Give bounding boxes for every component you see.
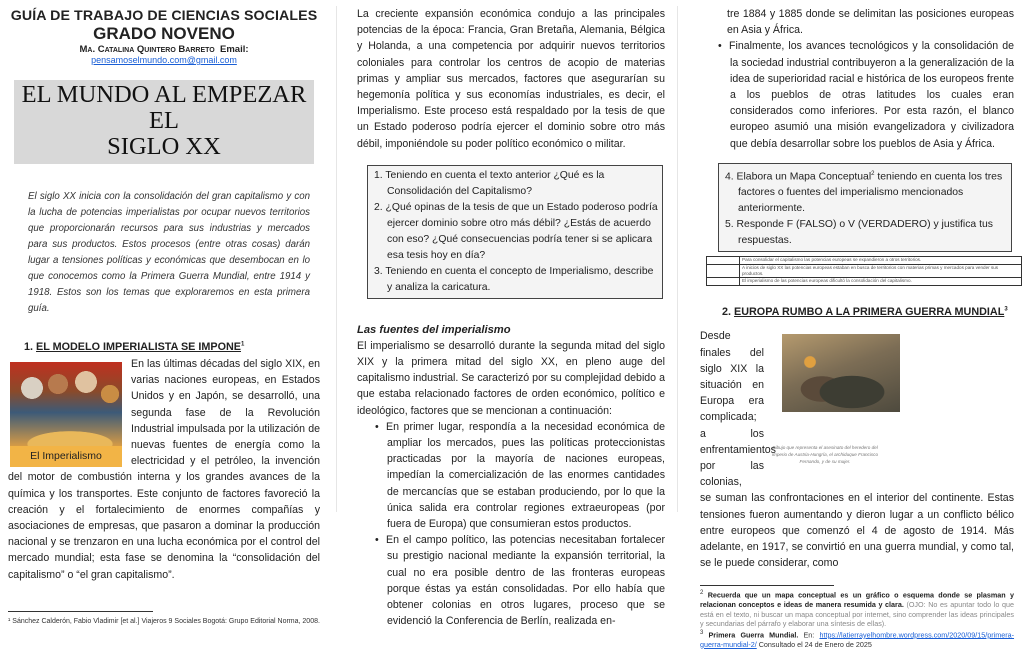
footnote-2-note: (OJO: No es apuntar todo lo que está en el texto, ni buscar un mapa conceptual por internet, sino comprender las ideas principales y secundarias del párrafo y elaborar una síntesis de ellas).	[700, 600, 1014, 629]
section-2-heading	[722, 306, 1014, 318]
answer-cell[interactable]	[707, 265, 740, 278]
true-false-table	[706, 256, 1022, 286]
main-title-box	[14, 80, 314, 164]
imperialism-cartoon	[10, 362, 122, 467]
question-1: 1. Teniendo en cuenta el texto anterior ¿Qué es la Consolidación del Capitalismo?	[374, 169, 605, 197]
footnote-2-bold: Recuerda que un mapa conceptual es un gráfico o esquema donde se plasman y relacionan conceptos e ideas de manera resumida y clara.	[700, 590, 1015, 610]
statement-cell: Para consolidar el capitalismo las potencias europeas se expandieron a otros territorios.	[740, 257, 1022, 265]
main-title-line2: SIGLO XX	[107, 133, 221, 160]
expansion-paragraph: La creciente expansión económica condujo a las principales potencias de la época: Francia, Gran Bretaña, Alemania, Bélgica y Holanda, a una competencia por adquirir nuevos territorios coloniales para controlar los centros de acopio de materias primas y ampliar sus mercados, factores que asegurarían su hegemonía política y sus economías industriales, es decir, el Imperialismo. Este proceso está respaldado por la tesis de que un Estado poderoso podría ejercer el dominio sobre otro más débil, imponiéndole su poder político económico o militar.	[357, 8, 665, 150]
bullet-political: • En el campo político, las potencias necesitaban fortalecer su prestigio nacional mediante la expansión territorial, la cual no era posible dentro de las fronteras europeas porque éstas ya están consolidadas. Por ello había que obtener colonias en otros lugares, proceso que se evidenció la Conferencia de Berlín, realizada en-	[360, 532, 665, 629]
footnote-divider	[8, 611, 153, 612]
question-3: 3. Teniendo en cuenta el concepto de Imperialismo, describe y analiza la caricatura.	[374, 265, 654, 293]
bullet-political-continued: tre 1884 y 1885 donde se delimitan las posiciones europeas en Asia y África.	[727, 8, 1014, 37]
footnote-ref-1[interactable]: 1	[240, 341, 245, 348]
assassination-image	[782, 334, 900, 412]
email-link[interactable]: pensamoselmundo.com@gmail.com	[91, 55, 237, 65]
answer-cell[interactable]	[707, 278, 740, 286]
footnote-3-en: En:	[803, 630, 815, 640]
statement-cell: A inicios de siglo XX las potencias europeas estaban en busca de territorios con materias primas y mercados para vender sus productos.	[740, 265, 1022, 278]
grade-title: GRADO NOVENO	[93, 24, 235, 43]
footnote-ref-2[interactable]: 2	[871, 170, 875, 177]
questions-box-2	[718, 163, 1012, 252]
footnote-2	[700, 589, 1014, 628]
section-2-top	[700, 318, 1014, 490]
section-2-float-text: Desde finales del siglo XIX la situación en Europa era complicada; a los enfrentamientos por las colonias,	[700, 330, 776, 489]
section-2-number: 2.	[722, 306, 732, 319]
author-name: Ma. Catalina Quintero Barreto	[79, 44, 215, 55]
subheading-sources: Las fuentes del imperialismo	[357, 323, 511, 336]
table-row	[707, 278, 1022, 286]
question-2: 2. ¿Qué opinas de la tesis de que un Estado poderoso podría ejercer dominio sobre otro más débil? ¿Estás de acuerdo con eso? ¿Qué consecuencias podría tener si se aplicara esa tesis hoy en día?	[374, 201, 658, 261]
footnote-2-marker: 2	[700, 590, 704, 597]
cartoon-image	[10, 362, 122, 446]
statement-cell: El imperialismo de las potencias europeas dificultó la consolidación del capitalismo.	[740, 278, 1022, 286]
section-2-body: se suman las confrontaciones en el interior del continente. Estas tensiones fueron aumentando y dieron lugar a un conflicto bélico entre europeos que comenzó el 4 de agosto de 1914. Más adelante, en 1917, se convirtió en una guerra mundial, y como tal, se le puede considerar, como	[700, 492, 1014, 570]
footnote-3-title: Primera Guerra Mundial.	[708, 630, 799, 640]
assassination-caption: Dibujo que representa el asesinato del heredero del imperio de Austria-Hungría, el archiduque Francisco Fernando, y de su mujer.	[771, 445, 879, 465]
page-3	[678, 0, 1024, 649]
bullet-economic: • En primer lugar, respondía a la necesidad económica de ampliar los mercados, pues las políticas proteccionistas practicadas por la mayoría de naciones europeas, impedían la comercialización de las enormes cantidades de mercancías que se estaban produciendo, por lo que la única salida era controlar regiones extraeuropeas (por fuera de Europa) que consumieran estos productos.	[360, 419, 665, 532]
footnote-divider	[700, 585, 834, 586]
page-1	[0, 0, 336, 625]
section-1-heading	[24, 341, 320, 353]
question-5: 5. Responde F (FALSO) o V (VERDADERO) y justifica tus respuestas.	[725, 219, 993, 247]
body-text: En las últimas décadas del siglo XIX, en varias naciones europeas, en Estados Unidos y en Japón, se desarrolló, una segunda fase de la Revolución Industrial impulsada por la utilización de nuevas fuentes de energía como la electricidad y el petróleo, la invención del motor de combustión interna y los grandes avances de la química y los transportes. Este conjunto de factores favoreció la creación y el fortalecimiento de enormes compañías y asociaciones de empresas, que pasaron a dominar la producción nacional y se trenzaron en una lucha económica por el control del mercado mundial; esta fase se denomina la “consolidación del capitalismo” o “el gran capitalismo”.	[8, 358, 320, 581]
footnote-3-marker: 3	[700, 629, 704, 636]
section-1-body	[8, 356, 320, 583]
question-4-text-b: teniendo en cuenta los tres factores o fuentes del imperialismo mencionados anteriormente.	[738, 171, 1003, 215]
answer-cell[interactable]	[707, 257, 740, 265]
section-2-title: EUROPA RUMBO A LA PRIMERA GUERRA MUNDIAL	[734, 306, 1005, 319]
cartoon-caption: El Imperialismo	[10, 446, 122, 467]
guide-title: GUÍA DE TRABAJO DE CIENCIAS SOCIALES	[10, 8, 318, 24]
footnote-3-consulted: Consultado el 24 de Enero de 2025	[758, 639, 872, 649]
footnote-3	[700, 629, 1014, 649]
section-1-number: 1.	[24, 341, 34, 353]
question-4-text-a: 4. Elabora un Mapa Conceptual	[725, 171, 872, 183]
section-1-title: EL MODELO IMPERIALISTA SE IMPONE	[36, 341, 241, 353]
bullet-ideological: • Finalmente, los avances tecnológicos y la consolidación de la sociedad industrial contribuyeron a la generalización de la idea de superioridad racial e histórica de los europeos frente a los pueblos de otras latitudes los cuales eran considerados como inferiores. Por esta razón, el blanco europeo asumió una misión evangelizadora y civilizadora que debía desarrollar sobre los pueblos de Asia y África.	[703, 38, 1014, 151]
footnote-3-link[interactable]: https://latierrayelhombre.wordpress.com/2020/09/15/primera-guerra-mundial-2/	[700, 630, 1015, 649]
page-2	[337, 0, 677, 628]
question-4	[725, 166, 1007, 217]
intro-paragraph: El siglo XX inicia con la consolidación del gran capitalismo y con la lucha de potencias imperialistas por ocupar nuevos territorios que proporcionarán recursos para sus industrias y mercados para sus productos. Estos procesos (entre otras cosas) darán lugar a tensiones políticas y económicas que desembocan en lo que conocemos como la Primera Guerra Mundial, entre 1914 y 1918. Estos son los temas que exploraremos en esta primera guía.	[28, 191, 310, 314]
questions-box-1	[367, 165, 663, 299]
sources-paragraph: El imperialismo se desarrolló durante la segunda mitad del siglo XIX y la primera mitad del siglo XX, en pleno auge del capitalismo industrial. Se caracterizó por su complejidad debido a que estaba relacionado factores de orden económico, político e ideológico, factores que se mencionan a continuación:	[357, 339, 665, 417]
main-title-line1: EL MUNDO AL EMPEZAR EL	[21, 81, 307, 134]
table-row	[707, 265, 1022, 278]
table-row	[707, 257, 1022, 265]
author-line	[8, 44, 320, 55]
footnote-ref-3[interactable]: 3	[1004, 306, 1008, 313]
email-label: Email:	[220, 44, 249, 55]
footnote-1: ¹ Sánchez Calderón, Fabio Vladimir [et al.] Viajeros 9 Sociales Bogotá: Grupo Editorial Norma, 2008.	[8, 617, 320, 625]
